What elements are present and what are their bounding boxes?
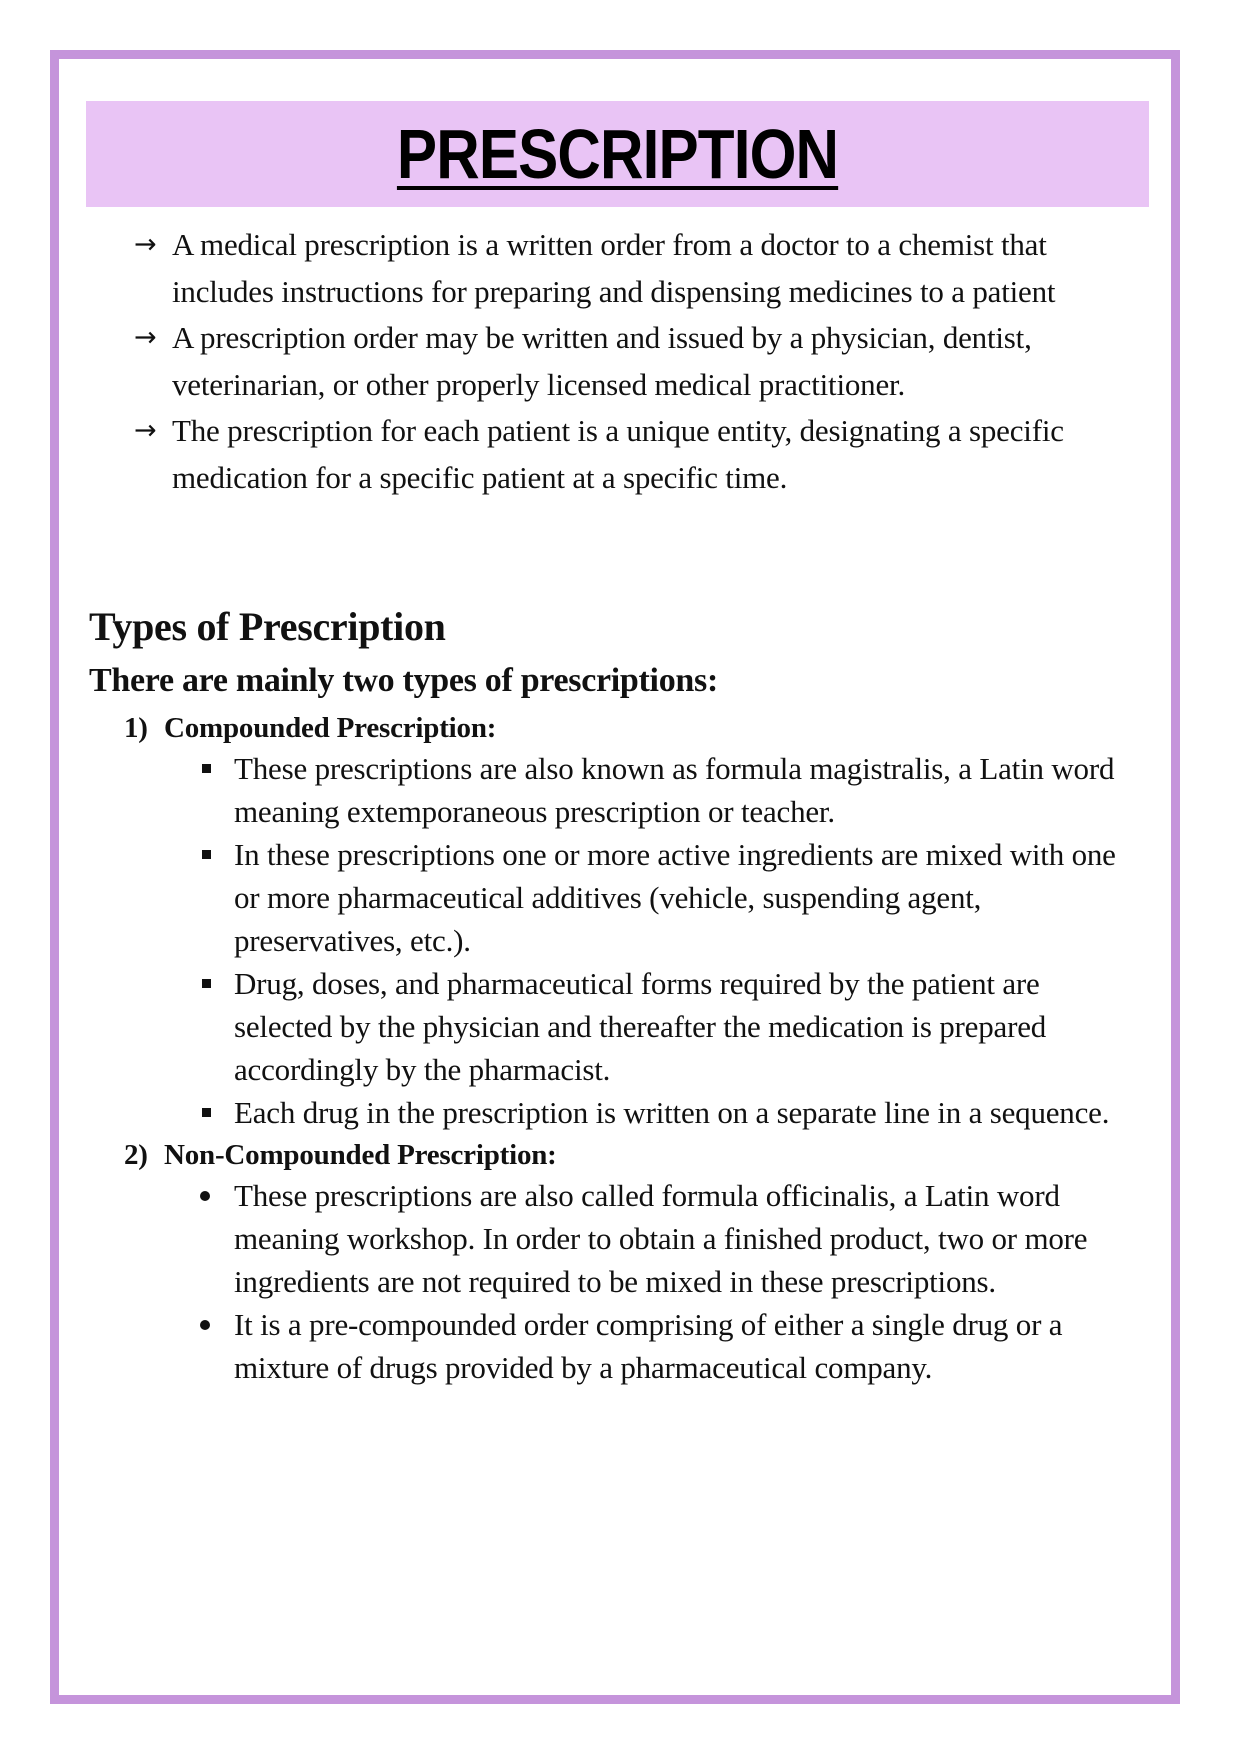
section-number: 2)	[124, 1139, 148, 1171]
list-item-text: These prescriptions are also called formula officinalis, a Latin word meaning workshop. In order to obtain a finished product, two or more ingredients are not required to be mixed in these prescriptions.	[234, 1178, 1088, 1299]
compounded-bullet-list	[198, 747, 1134, 1134]
section-number: 1)	[124, 712, 148, 744]
list-item	[198, 747, 1134, 833]
types-subheading: There are mainly two types of prescriptions:	[89, 662, 718, 699]
non-compounded-section	[124, 1136, 1134, 1389]
list-item-text: It is a pre-compounded order comprising of either a single drug or a mixture of drugs provided by a pharmaceutical company.	[234, 1307, 1063, 1385]
intro-bullet-text: The prescription for each patient is a unique entity, designating a specific medication for a specific patient at a specific time.	[172, 413, 1064, 495]
compounded-section	[124, 709, 1134, 1134]
round-bullet-icon	[200, 1191, 210, 1201]
square-bullet-icon	[202, 764, 211, 773]
page-title: PRESCRIPTION	[396, 115, 839, 193]
intro-bullet-text: A medical prescription is a written order from a doctor to a chemist that includes instructions for preparing and dispensing medicines to a patient	[172, 227, 1056, 309]
square-bullet-icon	[202, 979, 211, 988]
non-compounded-heading	[124, 1136, 1134, 1174]
intro-bullet-list	[134, 222, 1144, 501]
types-heading: Types of Prescription	[89, 604, 446, 649]
right-arrow-icon: →	[134, 322, 157, 353]
title-banner	[86, 101, 1149, 207]
list-item	[198, 1174, 1134, 1303]
round-bullet-icon	[200, 1320, 210, 1330]
square-bullet-icon	[202, 850, 211, 859]
list-item	[198, 833, 1134, 962]
intro-bullet-text: A prescription order may be written and issued by a physician, dentist, veterinarian, or other properly licensed medical practitioner.	[172, 320, 1032, 402]
list-item-text: Each drug in the prescription is written on a separate line in a sequence.	[234, 1095, 1110, 1130]
list-item	[198, 962, 1134, 1091]
list-item-text: In these prescriptions one or more active ingredients are mixed with one or more pharmaceutical additives (vehicle, suspending agent, preservatives, etc.).	[234, 837, 1116, 958]
right-arrow-icon: →	[134, 415, 157, 446]
intro-bullet-item	[134, 315, 1144, 408]
section-title: Compounded Prescription:	[164, 712, 497, 744]
non-compounded-bullet-list	[198, 1174, 1134, 1389]
list-item	[198, 1303, 1134, 1389]
right-arrow-icon: →	[134, 229, 157, 260]
square-bullet-icon	[202, 1108, 211, 1117]
list-item-text: These prescriptions are also known as formula magistralis, a Latin word meaning extemporaneous prescription or teacher.	[234, 751, 1115, 829]
list-item	[198, 1091, 1134, 1134]
list-item-text: Drug, doses, and pharmaceutical forms required by the patient are selected by the physician and thereafter the medication is prepared accordingly by the pharmacist.	[234, 966, 1047, 1087]
intro-bullet-item	[134, 222, 1144, 315]
intro-bullet-item	[134, 408, 1144, 501]
section-title: Non-Compounded Prescription:	[164, 1139, 557, 1171]
page-border-frame	[50, 50, 1180, 1704]
compounded-heading	[124, 709, 1134, 747]
